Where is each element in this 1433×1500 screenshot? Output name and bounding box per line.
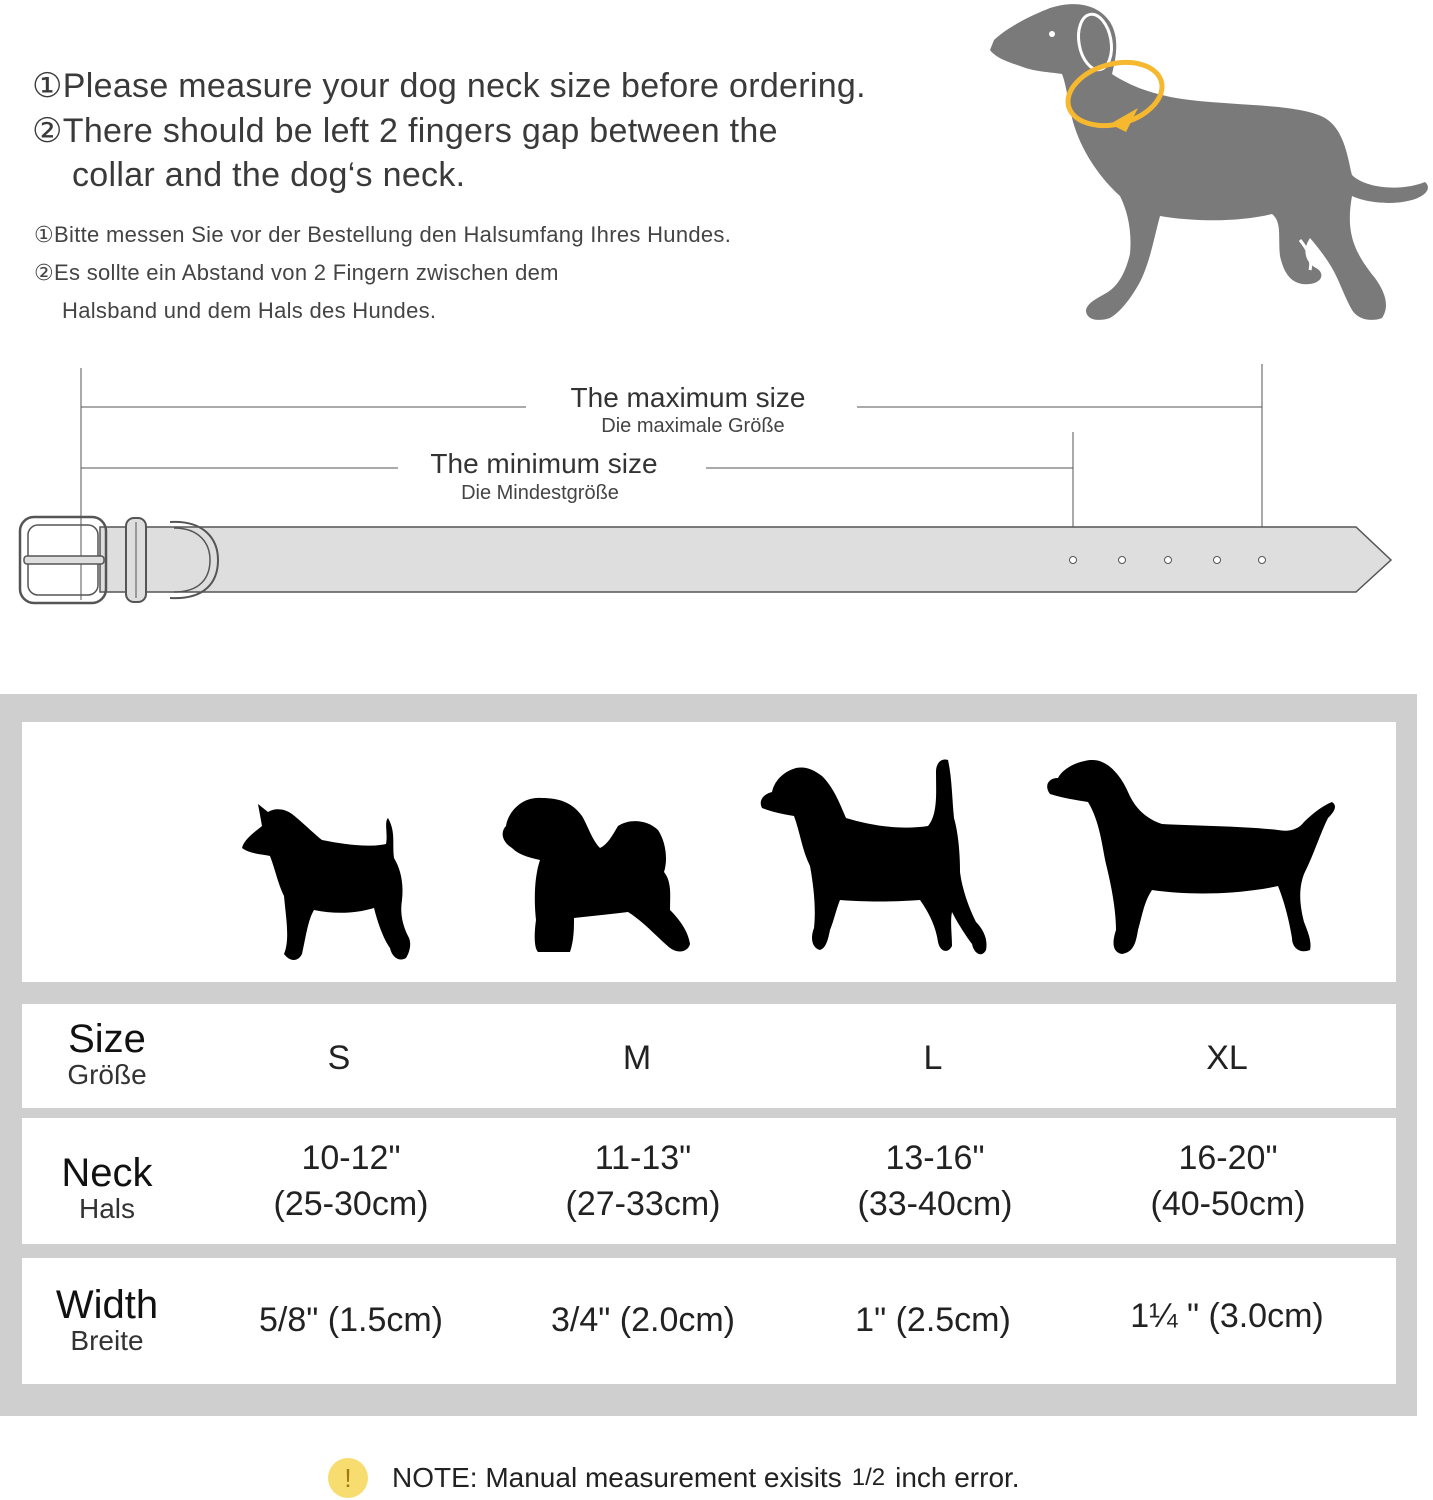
neck-inches: 16-20"	[1178, 1139, 1278, 1177]
note-line	[328, 1456, 1020, 1500]
instruction-en-2	[32, 111, 778, 151]
instruction-de-1	[34, 222, 731, 248]
collar-hole	[1214, 557, 1221, 564]
dog-eye	[1049, 31, 1055, 37]
instruction-en-1	[32, 66, 866, 106]
size-cell-xl: XL	[1206, 1039, 1248, 1077]
note-text-after: inch error.	[895, 1462, 1020, 1493]
size-label: Size	[68, 1017, 146, 1061]
width-row-header	[22, 1284, 192, 1357]
size-label-de: Größe	[67, 1059, 147, 1090]
neck-cell-s	[226, 1136, 476, 1228]
instruction-de-2	[34, 260, 559, 286]
step-marker: ②	[32, 112, 63, 150]
measuring-dog-illustration	[980, 0, 1433, 330]
neck-inches: 11-13"	[594, 1139, 692, 1177]
instruction-text: Bitte messen Sie vor der Bestellung den Halsumfang Ihres Hundes.	[54, 222, 732, 247]
min-size-label: The minimum size	[430, 448, 658, 479]
neck-cm: (40-50cm)	[1150, 1184, 1306, 1223]
warning-icon: !	[328, 1458, 368, 1498]
xl-dog-icon	[1047, 760, 1335, 954]
neck-cm: (25-30cm)	[273, 1184, 429, 1223]
instruction-text: Halsband und dem Hals des Hundes.	[62, 298, 437, 323]
width-label: Width	[55, 1283, 159, 1327]
size-cell-m: M	[622, 1039, 652, 1077]
neck-cm: (33-40cm)	[857, 1184, 1013, 1223]
width-cell-xl: 1¼ " (3.0cm)	[1130, 1297, 1324, 1335]
max-size-label: The maximum size	[570, 382, 806, 413]
step-marker: ①	[34, 222, 55, 247]
collar-strap	[100, 527, 1391, 592]
step-marker: ②	[34, 260, 55, 285]
max-size-label-de: Die maximale Größe	[601, 415, 785, 437]
neck-cell-l	[810, 1136, 1060, 1228]
width-label-de: Breite	[70, 1325, 144, 1356]
buckle-prong	[24, 556, 104, 564]
instruction-text: collar and the dog‘s neck.	[72, 156, 466, 194]
size-cell-s: S	[327, 1039, 351, 1077]
small-dog-icon	[242, 804, 410, 960]
step-marker: ①	[32, 67, 63, 105]
collar-hole	[1165, 557, 1172, 564]
note-text-before: NOTE: Manual measurement exisits	[392, 1462, 842, 1493]
width-cell-l: 1" (2.5cm)	[855, 1301, 1011, 1339]
neck-inches: 10-12"	[301, 1139, 401, 1177]
instruction-en-3	[72, 156, 465, 195]
instruction-text: There should be left 2 fingers gap between the	[62, 112, 778, 150]
neck-cm: (27-33cm)	[565, 1184, 721, 1223]
size-row-header	[22, 1018, 192, 1091]
width-row	[22, 1258, 1396, 1384]
instruction-de-3	[62, 298, 436, 324]
instruction-text: Es sollte ein Abstand von 2 Fingern zwischen dem	[54, 260, 559, 285]
neck-cell-xl	[1103, 1136, 1353, 1228]
note-fraction: 1/2	[851, 1464, 886, 1491]
neck-row-header	[22, 1152, 192, 1225]
instruction-text: Please measure your dog neck size before ordering.	[62, 67, 866, 105]
large-dog-icon	[761, 760, 987, 955]
neck-row	[22, 1118, 1396, 1244]
medium-dog-icon	[503, 798, 690, 952]
min-size-label-de: Die Mindestgröße	[461, 482, 619, 504]
width-cell-s: 5/8" (1.5cm)	[258, 1301, 443, 1339]
dog-silhouettes	[22, 722, 1396, 982]
collar-hole	[1070, 557, 1077, 564]
size-row	[22, 1004, 1396, 1108]
neck-inches: 13-16"	[885, 1139, 985, 1177]
neck-cell-m	[518, 1136, 768, 1228]
collar-hole	[1119, 557, 1126, 564]
size-chart-frame	[0, 694, 1417, 1416]
dog-silhouettes-panel	[22, 722, 1396, 982]
width-cell-m: 3/4" (2.0cm)	[550, 1301, 735, 1339]
neck-label: Neck	[61, 1151, 153, 1195]
collar-hole	[1259, 557, 1266, 564]
dog-silhouette	[990, 4, 1428, 320]
neck-label-de: Hals	[78, 1193, 135, 1224]
size-cell-l: L	[923, 1039, 943, 1077]
